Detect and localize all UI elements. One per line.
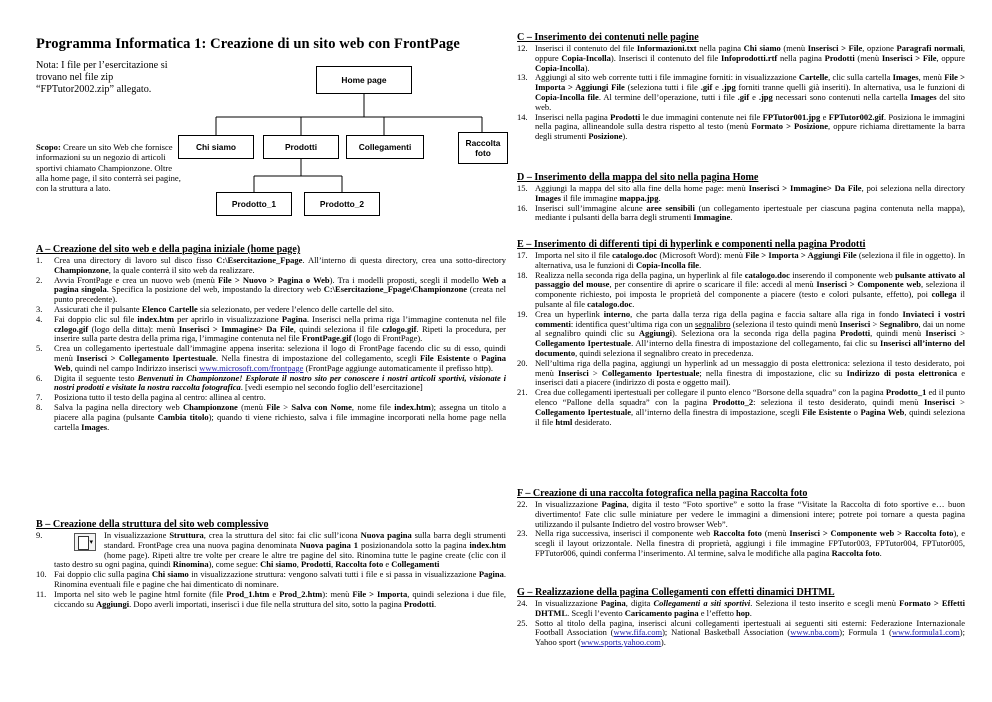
- new-page-icon: ▾: [74, 533, 96, 551]
- item-text: Inserisci il contenuto del file Informazioni.txt nella pagina Chi siamo (menù Inserisci > File, opzione Paragrafi normali, oppure Copia-Incolla). Inserisci il contenuto del file Infoprodotti.rtf nella pagina Prodotti (menù Inserisci > File, oppure Copia-Incolla).: [535, 43, 965, 73]
- section-f-list: [517, 500, 965, 559]
- item-text: In visualizzazione Pagina, digita il testo “Foto sportive” e sotto la frase “Visitate la Raccolta di foto sportive e… buon divertimento! Fate clic sulle miniature per vedere le immagini a dimensioni intere; potrete poi tornare a questa pagina utilizzando il pulsante Indietro del vostro browser Web”.: [535, 499, 965, 529]
- page-title: Programma Informatica 1: Creazione di un sito web con FrontPage: [36, 36, 460, 52]
- diagram-node-home: Home page: [316, 66, 412, 94]
- list-item: [517, 184, 965, 204]
- list-item: [36, 374, 506, 394]
- item-text: Aggiungi al sito web corrente tutti i file immagine forniti: in visualizzazione Cartelle, clic sulla cartella Images, menù File > Importa > Aggiungi File (seleziona tutti i file .gif e .jpg forniti tranne quelli già inseriti). In alternativa, usa le funzioni di Copia-Incolla file. Al termine dell’operazione, tutti i file .gif e .jpg necessari sono contenuti nella cartella Images del sito web.: [535, 72, 965, 112]
- item-text: Posiziona tutto il testo della pagina al centro: allinea al centro.: [54, 392, 266, 403]
- item-number: 23.: [517, 528, 528, 539]
- item-number: 6.: [36, 372, 43, 383]
- item-number: 7.: [36, 392, 43, 403]
- item-text: Aggiungi la mappa del sito alla fine della home page: menù Inserisci > Immagine> Da File, poi seleziona nella directory Images il file immagine mappa.jpg.: [535, 183, 965, 203]
- hyperlink[interactable]: www.formula1.com: [891, 627, 960, 638]
- list-item: [36, 276, 506, 305]
- section-e-list: [517, 251, 965, 427]
- item-text: Inserisci sull’immagine alcune aree sensibili (un collegamento ipertestuale per ciascuna pagina contenuta nella mappa), mediante i pulsanti della barra degli strumenti Immagine.: [535, 202, 965, 223]
- section-f-heading: F – Creazione di una raccolta fotografica nella pagina Raccolta foto: [517, 488, 808, 499]
- list-item: [517, 359, 965, 388]
- section-b-heading: B – Creazione della struttura del sito web complessivo: [36, 519, 269, 530]
- item-text: In visualizzazione Pagina, digita Collegamenti a siti sportivi. Seleziona il testo inserito e scegli menù Formato > Effetti DHTML. Scegli l’evento Caricamento pagina e l’effetto hop.: [535, 598, 965, 618]
- section-a-heading: A – Creazione del sito web e della pagina iniziale (home page): [36, 244, 301, 255]
- list-item: [36, 590, 506, 610]
- list-item: [36, 256, 506, 276]
- section-b-list: [36, 531, 506, 609]
- item-number: 25.: [517, 617, 528, 628]
- item-text: Realizza nella seconda riga della pagina, un hyperlink al file catalogo.doc inserendo il componente web pulsante attivato al passaggio del mouse, per consentire di aprire o scaricare il file: accedi al menù Inserisci > Componente web, seleziona il componente richiesto, poi imposta le proprietà del componente a piacere (testo e colori pulsante, effetto), poi collega il pulsante al file catalogo.doc.: [535, 269, 965, 309]
- list-item: [36, 344, 506, 373]
- hyperlink[interactable]: www.nba.com: [790, 627, 840, 638]
- hyperlink[interactable]: www.microsoft.com/frontpage: [199, 362, 304, 373]
- item-number: 16.: [517, 202, 528, 213]
- list-item: [517, 599, 965, 619]
- item-number: 2.: [36, 274, 43, 285]
- diagram-node-chi-siamo: Chi siamo: [178, 135, 254, 159]
- item-number: 19.: [517, 308, 528, 319]
- item-number: 14.: [517, 111, 528, 122]
- item-text: Crea una directory di lavoro sul disco fisso C:\Esercitazione_Fpage. All’interno di questa directory, crea una sotto-directory Championzone, la quale conterrà il sito web da realizzare.: [54, 255, 507, 275]
- item-text: Nella riga successiva, inserisci il componente web Raccolta foto (menù Inserisci > Componente web > Raccolta foto), e scegli il layout orizzontale. Nella finestra di proprietà, aggiungi i file immagine FPTutor003, FPTutor004, FPTutor005, FPTutor006, quindi conferma l’inserimento. Al termine, salva le modifiche alla pagina Raccolta foto.: [535, 528, 966, 558]
- list-item: [36, 315, 506, 344]
- item-number: 17.: [517, 250, 528, 260]
- item-text: Sotto al titolo della pagina, inserisci alcuni collegamenti ipertestuali ai seguenti siti esterni: Federazione Internazionale Football Association (www.fifa.com); National Basketball Association (www.nba.com); Formula 1 (www.formula1.com); Yahoo sport (www.sports.yahoo.com).: [535, 617, 965, 648]
- list-item: [517, 204, 965, 224]
- list-item: [517, 310, 965, 359]
- list-item: [517, 251, 965, 271]
- diagram-node-raccolta-foto: Raccolta foto: [458, 132, 508, 164]
- diagram-node-collegamenti: Collegamenti: [346, 135, 424, 159]
- item-text: Fai doppio clic sulla pagina Chi siamo in visualizzazione struttura: vengono salvati tutti i file e si passa in visualizzazione Pagina. Rinomina eventuali file e pagine che hai dimenticato di nominare.: [54, 569, 507, 589]
- item-number: 5.: [36, 343, 43, 354]
- item-number: 3.: [36, 303, 43, 314]
- section-c-list: [517, 44, 965, 142]
- item-number: 20.: [517, 357, 528, 368]
- item-number: 22.: [517, 499, 528, 509]
- item-number: 18.: [517, 269, 528, 280]
- item-number: 21.: [517, 387, 528, 398]
- list-item: [517, 500, 965, 529]
- list-item: [517, 271, 965, 310]
- list-item: [36, 531, 506, 570]
- hyperlink[interactable]: www.fifa.com: [613, 627, 663, 638]
- item-number: 8.: [36, 401, 43, 412]
- list-item: [517, 44, 965, 73]
- list-item: [517, 388, 965, 427]
- scope-text: [36, 142, 186, 193]
- section-g-heading: G – Realizzazione della pagina Collegamenti con effetti dinamici DHTML: [517, 587, 835, 598]
- section-d-list: [517, 184, 965, 223]
- diagram-node-prodotti: Prodotti: [263, 135, 339, 159]
- item-text: Crea un hyperlink interno, che parta dalla terza riga della pagina e faccia saltare alla riga in fondo Inviateci i vostri commenti: identifica quest’ultima riga con un segnalibro (seleziona il testo quindi menù Inserisci > Segnalibro, dai un nome al segnalibro quindi clic su Aggiungi). Seleziona ora la seconda riga della pagina Prodotti, quindi menù Inserisci > Collegamento Ipertestuale. All’interno della finestra di impostazione del collegamento, fai clic su Inserisci all’interno del documento, quindi seleziona il segnalibro creato in precedenza.: [535, 308, 966, 358]
- item-text: Avvia FrontPage e crea un nuovo web (menù File > Nuovo > Pagina o Web). Tra i modelli proposti, scegli il modello Web a pagina singola. Specifica la posizione del web, impostando la directory web C:\Esercitazione_Fpage\Championzone (creata nel punto precedente).: [54, 274, 507, 305]
- item-text: Nell’ultima riga della pagina, aggiungi un hyperlink ad un messaggio di posta elettronica: seleziona il testo desiderato, poi menù Inserisci > Collegamento Ipertestuale; nella finestra di impostazione, clic su Indirizzo di posta elettronica e inserisci dati a piacere (indirizzo di posta e oggetto mail).: [535, 357, 966, 388]
- section-c-heading: C – Inserimento dei contenuti nelle pagine: [517, 32, 699, 43]
- section-d-heading: D – Inserimento della mappa del sito nella pagina Home: [517, 172, 759, 183]
- item-number: 13.: [517, 72, 528, 83]
- item-text: Fai doppio clic sul file index.htm per aprirlo in visualizzazione Pagina. Inserisci nella prima riga l’immagine contenuta nel file czlogo.gif (logo della ditta): menù Inserisci > Immagine> Da File, quindi seleziona il file czlogo.gif. Ripeti la procedura, per inserire sulla parte destra della prima riga, l’immagine contenuta nel file FrontPage.gif (logo di FrontPage).: [54, 313, 507, 344]
- diagram-node-prodotto-1: Prodotto_1: [216, 192, 292, 216]
- item-number: 9.: [36, 530, 43, 540]
- item-number: 4.: [36, 313, 43, 324]
- item-number: 11.: [36, 588, 47, 599]
- list-item: [517, 619, 965, 648]
- hyperlink[interactable]: www.sports.yahoo.com: [580, 637, 661, 648]
- item-text: Crea due collegamenti ipertestuali per collegare il punto elenco “Borsone della squadra” con la pagina Prodotto_1 ed il punto elenco “Pallone della squadra” con la pagina Prodotto_2: seleziona il testo desiderato, quindi menù Inserisci > Collegamento Ipertestuale, all’interno della finestra di impostazione, scegli File Esistente o Pagina Web, quindi seleziona il file html desiderato.: [535, 387, 966, 427]
- list-item: [517, 73, 965, 112]
- note-text: Nota: I file per l’esercitazione si trovano nel file zip “FPTutor2002.zip” allegato.: [36, 60, 168, 95]
- list-item: [36, 403, 506, 432]
- item-number: 1.: [36, 255, 43, 265]
- item-number: 10.: [36, 569, 47, 580]
- item-text: Importa nel sito web le pagine html fornite (file Prod_1.htm e Prod_2.htm): menù File > Importa, quindi seleziona i due file, ciccando su Aggiungi. Dopo averli importati, inseriscì i due file nella struttura del sito, sotto la pagina Prodotti.: [54, 588, 506, 609]
- list-item: [36, 570, 506, 590]
- site-structure-diagram: [176, 62, 512, 242]
- item-text: Assicurati che il pulsante Elenco Cartelle sia selezionato, per vedere l’elenco delle cartelle del sito.: [54, 303, 394, 314]
- item-text: Inserisci nella pagina Prodotti le due immagini contenute nei file FPTutor001.jpg e FPTutor002.gif. Posiziona le immagini nella pagina, allineandole sulla destra rispetto al testo (menù Formato > Posizione, oppure richiama direttamente la barra degli strumenti Posizione).: [535, 111, 965, 142]
- section-e-heading: E – Inserimento di differenti tipi di hyperlink e componenti nella pagina Prodotti: [517, 239, 866, 250]
- item-number: 15.: [517, 183, 528, 193]
- item-text: Salva la pagina nella directory web Championzone (menù File > Salva con Nome, nome file index.htm); assegna un titolo a piacere alla pagina (pulsante Cambia titolo); quando ti viene richiesto, salva i file immagine incorporati nella home page nella cartella Images.: [54, 401, 506, 432]
- item-number: 24.: [517, 598, 528, 608]
- section-a-list: [36, 256, 506, 432]
- list-item: [517, 529, 965, 558]
- item-text: Digita il seguente testo Benvenuti in Championzone! Esplorate il nostro sito per conoscere i nostri articoli sportivi, visionate i nostri prodotti e visitate la nostra raccolta fotografica. [vedi esempio nel secondo foglio dell’esercitazione]: [54, 372, 507, 393]
- list-item: [517, 113, 965, 142]
- diagram-node-prodotto-2: Prodotto_2: [304, 192, 380, 216]
- section-g-list: [517, 599, 965, 648]
- scope-label: Scopo:: [36, 142, 61, 152]
- item-text: Crea un collegamento ipertestuale dall’immagine appena inserita: seleziona il logo di FrontPage facendo clic su di esso, quindi menù Inserisci > Collegamento Ipertestuale. Nella finestra di impostazione del collegamento, scegli File Esistente o Pagina Web, quindi nel campo Indirizzo inserisci www.microsoft.com/frontpage (FrontPage aggiunge automaticamente il prefisso http).: [54, 343, 507, 373]
- item-number: 12.: [517, 43, 528, 53]
- item-text: ▾ In visualizzazione Struttura, crea la struttura del sito: fai clic sull’icona Nuova pagina sulla barra degli strumenti standard. FrontPage crea una nuova pagina denominata Nuova pagina 1 posizionandola sotto la pagina index.htm (home page). Ripeti altre tre volte per creare le altre tre pagine del sito. Rinomina tutte le pagine create (clic con il tasto destro su ogni pagina, quindi Rinomina), come segue: Chi siamo, Prodotti, Raccolta foto e Collegamenti: [54, 530, 506, 570]
- item-text: Importa nel sito il file catalogo.doc (Microsoft Word): menù File > Importa > Aggiungi File (seleziona il file in oggetto). In alternativa, usa le funzioni di Copia-Incolla file.: [535, 250, 965, 270]
- scope-body: Creare un sito Web che fornisce informazioni su un negozio di articoli sportivi chiamato Championzone. Oltre alla home page, il sito conterrà sei pagine, con la struttura a lato.: [36, 142, 181, 194]
